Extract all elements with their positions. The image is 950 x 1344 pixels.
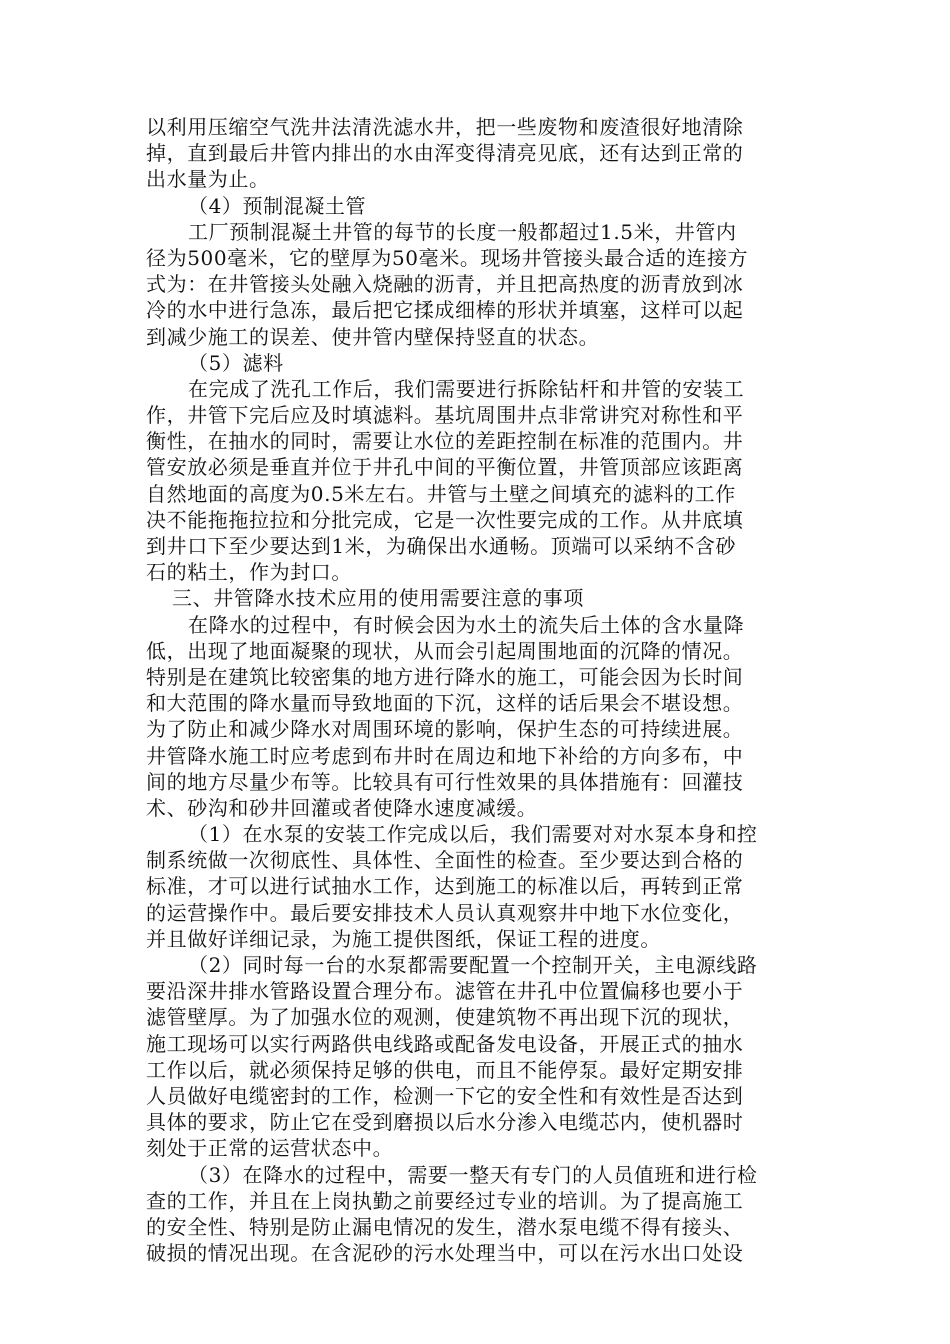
text-line: 决不能拖拖拉拉和分批完成，它是一次性要完成的工作。从井底填	[146, 507, 744, 532]
text-line: （3）在降水的过程中，需要一整天有专门的人员值班和进行检	[188, 1162, 758, 1187]
text-line: 自然地面的高度为0.5米左右。井管与土壁之间填充的滤料的工作	[146, 481, 736, 506]
text-line: 在完成了洗孔工作后，我们需要进行拆除钻杆和井管的安装工	[188, 376, 745, 401]
text-line: 径为500毫米，它的壁厚为50毫米。现场井管接头最合适的连接方	[146, 245, 749, 270]
text-line: 出水量为止。	[146, 167, 270, 192]
text-line: 刻处于正常的运营状态中。	[146, 1136, 394, 1161]
text-line: 到减少施工的误差、使井管内壁保持竖直的状态。	[146, 324, 600, 349]
section-heading: （4）预制混凝土管	[188, 193, 367, 218]
text-line: 特别是在建筑比较密集的地方进行降水的施工，可能会因为长时间	[146, 664, 744, 689]
text-line: 破损的情况出现。在含泥砂的污水处理当中，可以在污水出口处设	[146, 1241, 744, 1266]
text-line: 具体的要求，防止它在受到磨损以后水分渗入电缆芯内，使机器时	[146, 1110, 744, 1135]
text-line: 掉，直到最后井管内排出的水由浑变得清亮见底，还有达到正常的	[146, 141, 744, 166]
text-line: 的安全性、特别是防止漏电情况的发生，潜水泵电缆不得有接头、	[146, 1214, 744, 1239]
text-line: 和大范围的降水量而导致地面的下沉，这样的话后果会不堪设想。	[146, 691, 744, 716]
text-line: 人员做好电缆密封的工作，检测一下它的安全性和有效性是否达到	[146, 1083, 744, 1108]
text-line: 为了防止和减少降水对周围环境的影响，保护生态的可持续进展。	[146, 717, 744, 742]
text-line: 间的地方尽量少布等。比较具有可行性效果的具体措施有：回灌技	[146, 769, 744, 794]
text-line: 冷的水中进行急冻，最后把它揉成细棒的形状并填塞，这样可以起	[146, 298, 744, 323]
text-line: 石的粘土，作为封口。	[146, 560, 352, 585]
text-line: 到井口下至少要达到1米，为确保出水通畅。顶端可以采纳不含砂	[146, 534, 737, 558]
section-heading: （5）滤料	[188, 350, 284, 375]
text-line: 管安放必须是垂直并位于井孔中间的平衡位置，井管顶部应该距离	[146, 455, 744, 480]
text-line: 以利用压缩空气洗井法清洗滤水井，把一些废物和废渣很好地清除	[146, 115, 744, 139]
text-line: （2）同时每一台的水泵都需要配置一个控制开关，主电源线路	[188, 953, 758, 977]
text-line: 工厂预制混凝土井管的每节的长度一般都超过1.5米，井管内	[188, 219, 737, 244]
text-line: 的运营操作中。最后要安排技术人员认真观察井中地下水位变化，	[146, 900, 744, 925]
text-line: 要沿深井排水管路设置合理分布。滤管在井孔中位置偏移也要小于	[146, 979, 744, 1004]
text-line: 制系统做一次彻底性、具体性、全面性的检查。至少要达到合格的	[146, 848, 744, 873]
text-line: 井管降水施工时应考虑到布井时在周边和地下补给的方向多布，中	[146, 743, 744, 768]
section-heading: 三、井管降水技术应用的使用需要注意的事项	[172, 586, 584, 611]
text-line: 标准，才可以进行试抽水工作，达到施工的标准以后，再转到正常	[146, 874, 744, 899]
text-line: 施工现场可以实行两路供电线路或配备发电设备，开展正式的抽水	[146, 1031, 744, 1056]
text-line: 工作以后，就必须保持足够的供电，而且不能停泵。最好定期安排	[146, 1057, 744, 1082]
text-line: 滤管壁厚。为了加强水位的观测，使建筑物不再出现下沉的现状，	[146, 1005, 744, 1030]
text-line: 式为：在井管接头处融入烧融的沥青，并且把高热度的沥青放到冰	[146, 272, 744, 297]
text-line: 术、砂沟和砂井回灌或者使降水速度减缓。	[146, 795, 538, 820]
text-line: 衡性，在抽水的同时，需要让水位的差距控制在标准的范围内。井	[146, 429, 744, 454]
text-line: 并且做好详细记录，为施工提供图纸，保证工程的进度。	[146, 926, 661, 951]
text-line: 查的工作，并且在上岗执勤之前要经过专业的培训。为了提高施工	[146, 1188, 744, 1213]
text-line: 在降水的过程中，有时候会因为水土的流失后土体的含水量降	[188, 612, 745, 637]
text-line: 作，井管下完后应及时填滤料。基坑周围井点非常讲究对称性和平	[146, 403, 744, 428]
document-body	[146, 114, 806, 1266]
text-line: 低，出现了地面凝聚的现状，从而会引起周围地面的沉降的情况。	[146, 638, 744, 663]
text-line: （1）在水泵的安装工作完成以后，我们需要对对水泵本身和控	[188, 822, 758, 847]
